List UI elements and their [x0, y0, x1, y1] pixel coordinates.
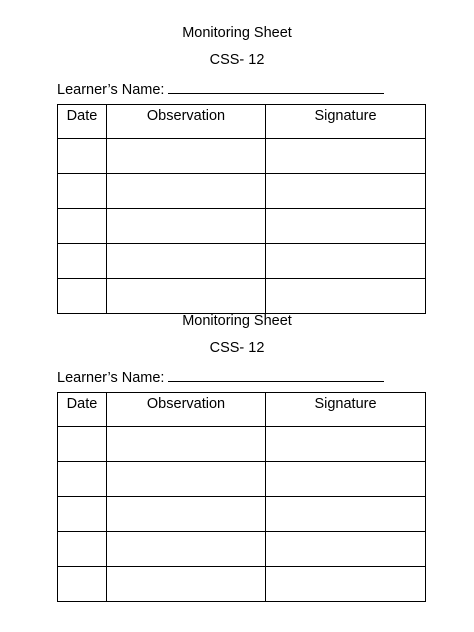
observation-cell[interactable] [107, 174, 266, 209]
signature-cell[interactable] [266, 427, 426, 462]
observation-cell[interactable] [107, 462, 266, 497]
column-header-observation: Observation [107, 105, 266, 139]
column-header-observation: Observation [107, 393, 266, 427]
observation-cell[interactable] [107, 244, 266, 279]
table-row [58, 567, 426, 602]
date-cell[interactable] [58, 174, 107, 209]
sheet-subject: CSS- 12 [209, 340, 265, 356]
learner-name-line [57, 79, 384, 99]
signature-cell[interactable] [266, 209, 426, 244]
signature-cell[interactable] [266, 174, 426, 209]
sheet-title: Monitoring Sheet [182, 25, 292, 41]
table-row [58, 209, 426, 244]
observation-cell[interactable] [107, 497, 266, 532]
learner-name-blank[interactable] [168, 79, 384, 94]
sheet-title: Monitoring Sheet [182, 313, 292, 329]
table-row [58, 532, 426, 567]
table-row [58, 279, 426, 314]
table-row [58, 427, 426, 462]
learner-name-label: Learner’s Name: [57, 370, 165, 386]
learner-name-blank[interactable] [168, 367, 384, 382]
sheet-subject: CSS- 12 [209, 52, 265, 68]
signature-cell[interactable] [266, 279, 426, 314]
table-header-row [58, 393, 426, 427]
date-cell[interactable] [58, 462, 107, 497]
signature-cell[interactable] [266, 244, 426, 279]
date-cell[interactable] [58, 427, 107, 462]
learner-name-label: Learner’s Name: [57, 82, 165, 98]
date-cell[interactable] [58, 209, 107, 244]
learner-name-line [57, 367, 384, 387]
column-header-signature: Signature [266, 105, 426, 139]
observation-cell[interactable] [107, 209, 266, 244]
signature-cell[interactable] [266, 532, 426, 567]
signature-cell[interactable] [266, 462, 426, 497]
date-cell[interactable] [58, 279, 107, 314]
table-row [58, 244, 426, 279]
table-row [58, 174, 426, 209]
date-cell[interactable] [58, 567, 107, 602]
column-header-date: Date [58, 105, 107, 139]
table-row [58, 462, 426, 497]
signature-cell[interactable] [266, 497, 426, 532]
date-cell[interactable] [58, 244, 107, 279]
monitoring-table [57, 104, 426, 314]
observation-cell[interactable] [107, 427, 266, 462]
observation-cell[interactable] [107, 139, 266, 174]
column-header-date: Date [58, 393, 107, 427]
date-cell[interactable] [58, 139, 107, 174]
signature-cell[interactable] [266, 567, 426, 602]
column-header-signature: Signature [266, 393, 426, 427]
table-row [58, 497, 426, 532]
date-cell[interactable] [58, 532, 107, 567]
signature-cell[interactable] [266, 139, 426, 174]
observation-cell[interactable] [107, 532, 266, 567]
observation-cell[interactable] [107, 567, 266, 602]
monitoring-table [57, 392, 426, 602]
table-header-row [58, 105, 426, 139]
date-cell[interactable] [58, 497, 107, 532]
table-row [58, 139, 426, 174]
observation-cell[interactable] [107, 279, 266, 314]
